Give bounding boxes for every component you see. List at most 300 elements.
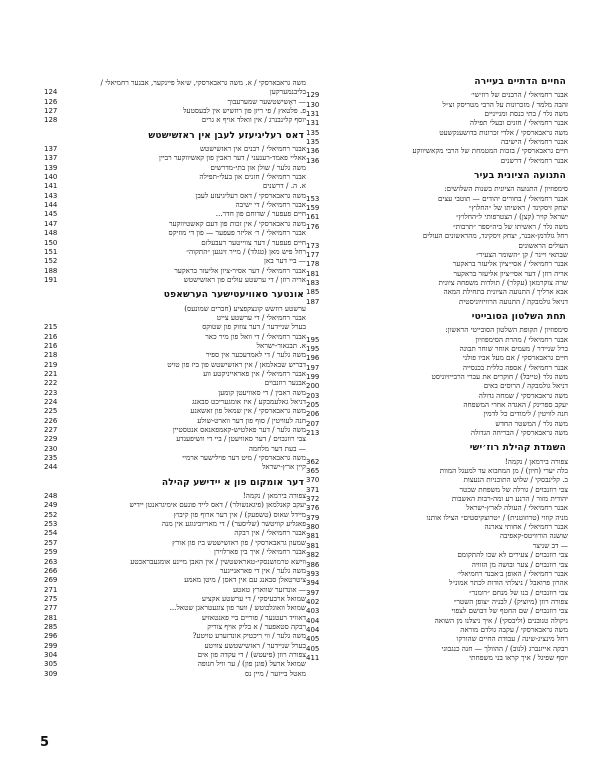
toc-entry-page: 137 [44, 154, 58, 163]
toc-entry-page: 381 [306, 532, 320, 541]
toc-entry-text: רחל מינציג-שינה / עבודת החיים שהורקו [456, 634, 568, 644]
toc-entry-text: יוסף שפיגל / איך קראו בני משפחתי [469, 652, 568, 662]
toc-entry [306, 278, 568, 287]
toc-entry-text: דניאל גולמבקה / התנועה הרוויזיוניסטית [459, 296, 568, 306]
toc-entry [306, 109, 568, 118]
toc-entry [306, 353, 568, 362]
toc-entry [44, 275, 306, 284]
toc-entry-page: 296 [44, 632, 58, 641]
toc-entry-page: 299 [44, 641, 58, 650]
toc-entry-page: 281 [44, 613, 58, 622]
toc-entry [306, 325, 568, 334]
toc-entry-text: יהודית מזור / הרנע רע ומה-רבות האשבות [451, 494, 568, 504]
toc-entry-page: 244 [44, 463, 58, 472]
toc-entry-text: אבנר רחמיאלי / אחותי צארנה [484, 522, 568, 532]
toc-entry-page: 216 [44, 332, 58, 341]
toc-entry-page: 213 [306, 429, 320, 438]
toc-entry-page: 188 [44, 266, 58, 275]
toc-entry-page: 200 [306, 382, 320, 391]
toc-entry [44, 115, 306, 124]
toc-entry [306, 531, 568, 540]
toc-entry [44, 228, 306, 237]
toc-entry-page: 405 [306, 644, 320, 653]
toc-entry-page: 380 [306, 523, 320, 532]
toc-entry [44, 444, 306, 453]
toc-entry [44, 425, 306, 434]
toc-entry-text: אבנר רחמיאלי / אספה כללית בכנסייה [462, 362, 568, 372]
toc-entry [44, 369, 306, 378]
toc-entry-text: משה גלער / אין די פאראנייגער [219, 565, 306, 575]
toc-entry [306, 634, 568, 643]
toc-entry-text: משה גלר / בתי כנסת ומנייניים [484, 109, 568, 119]
toc-entry-page: 229 [44, 435, 58, 444]
toc-entry [44, 388, 306, 397]
toc-entry-text: יצחק זיסקינד / ראשיתו של ״החלוץ״ [468, 203, 568, 213]
toc-entry [44, 603, 306, 612]
toc-entry [306, 194, 568, 203]
toc-entry-text: רבקה סטאפער / א בליק אויף צוריק [207, 621, 306, 631]
toc-entry [44, 669, 306, 678]
toc-entry-page: 371 [306, 485, 320, 494]
toc-entry-page: 199 [306, 372, 320, 381]
toc-entry-page: 128 [44, 116, 58, 125]
toc-entry-page: 275 [44, 594, 58, 603]
toc-entry [306, 100, 568, 109]
toc-entry [306, 569, 568, 578]
toc-entry [306, 560, 568, 569]
toc-entry-text: קיין ארץ-ישראל [262, 462, 306, 472]
toc-entry [306, 466, 568, 475]
toc-entry-text: — ביי דער באן [264, 256, 306, 266]
toc-entry [44, 528, 306, 537]
toc-entry [44, 144, 306, 153]
toc-entry-text: מניה קוזוי (טרוזוטנית) / ״טרוצקיסטים״ הצילו אותנו [426, 512, 568, 522]
toc-entry [44, 304, 306, 313]
toc-entry [44, 641, 306, 650]
toc-entry [306, 625, 568, 634]
toc-entry-page: 145 [44, 210, 58, 219]
toc-entry [306, 550, 568, 559]
toc-entry [306, 409, 568, 418]
toc-entry-page: 394 [306, 579, 320, 588]
toc-entry-text: זהבה מלמד / מזכרונות על הרבי מטריסק זצ״ל [442, 99, 568, 109]
toc-entry-text: אאליי פאמד-רענעני / דער ראבין פון קאשיווקער רביין [159, 153, 306, 163]
toc-entry [306, 184, 568, 193]
toc-entry-page: 137 [44, 145, 58, 154]
toc-entry-page: 379 [306, 513, 320, 522]
toc-entry-page: 257 [44, 538, 58, 547]
toc-entry-text: שושנה הורוויטס-קאפיבה [499, 531, 568, 541]
toc-entry [44, 519, 306, 528]
toc-entry-text: יעקב ספרינק / האגדה אחרי המשפחה [463, 400, 568, 409]
toc-entry-text: משה גראבארסקי / הבריחה הגדולה [470, 428, 568, 438]
toc-entry-page: 127 [44, 107, 58, 116]
toc-entry-text: בלה יערי (חיון) / מן המחבוא עד למעגל המוות [439, 466, 568, 476]
toc-entry [44, 622, 306, 631]
toc-entry-page: 150 [44, 238, 58, 247]
toc-entry-text: יוסף קלינבנרג / אין וואלד אויף א גרים [201, 115, 306, 125]
toc-entry-text: משה גראבארסקי / שמחה גדולה [478, 390, 568, 400]
toc-entry [306, 156, 568, 165]
toc-entry-text: משה גלער / ווי ריכטיק אונדזערע טויטע? [192, 631, 306, 641]
toc-entry [44, 538, 306, 547]
toc-entry-page: 222 [44, 379, 58, 388]
toc-entry-text: חנה לעוויטין / סוף פון דער ווארט-שולע [197, 415, 306, 425]
toc-entry-page: 176 [306, 222, 320, 231]
toc-entry-text: ניקולה טנובנים (וליבסקי) / איך ניצלנו מן השואה [434, 615, 568, 625]
toc-entry-page: 205 [306, 401, 320, 409]
toc-entry-page: 248 [44, 492, 58, 501]
toc-entry-page: 404 [306, 625, 320, 634]
toc-entry-text: אבנר רחמיאלי / די וואל פון מיר כאר [205, 331, 306, 341]
toc-entry-text: א. תבנאור-ישראל [256, 340, 306, 350]
toc-entry [44, 313, 306, 322]
toc-entry-text: משה גלר / ראשיתו של ביה״ספר ״תרבות״ [452, 221, 568, 231]
toc-entry-page: 372 [306, 495, 320, 504]
toc-entry [44, 181, 306, 190]
toc-entry-text: דניאל גולמבקה / הרוסים באים [483, 381, 568, 391]
toc-entry-page: 404 [306, 616, 320, 625]
toc-entry-text: אבנר רחמיאלי / מהרת הסימפוזיון [475, 334, 568, 344]
toc-entry [306, 146, 568, 155]
toc-entry [306, 212, 568, 221]
toc-entry-page: 263 [44, 557, 58, 566]
toc-entry-page: 148 [44, 229, 58, 238]
toc-entry [44, 547, 306, 556]
toc-entry-page: 249 [44, 501, 58, 510]
toc-entry [306, 335, 568, 344]
toc-entry-text: אבנר רחמיאלי / אסי״ציון אליעזר בראקער [452, 259, 568, 269]
toc-entry-text: דאוויד רעטנער / פוריים ביי פאנטאזיע [201, 612, 306, 622]
toc-entry [44, 397, 306, 406]
toc-entry-text: משה גראבארסקי / א. משה גראבארסקי, ש׳אל פיינקער, אבנער רחמיאלי / [100, 78, 306, 87]
toc-entry-text: פ. פלטאץ / פי ריזן פון רוזשיש אין לבעסטעל [183, 106, 306, 116]
toc-entry-page: 393 [306, 569, 320, 578]
toc-entry [44, 191, 306, 200]
toc-entry-page: 285 [44, 622, 58, 631]
toc-entry-text: משה גלער / שולן און בתי-מדרשים [210, 162, 306, 172]
toc-entry-text: משה גראבארסקי / עקבה גולדם מוראה [460, 624, 568, 634]
toc-entry-text: צפורה בירמאן / נקמה! [504, 456, 568, 466]
toc-entry-page: 266 [44, 566, 58, 575]
toc-entry-page: 124 [44, 88, 58, 97]
section-heading: השמדת קהילת רוז׳ישי [469, 443, 566, 454]
toc-entry-page: 403 [306, 607, 320, 616]
toc-entry [306, 494, 568, 503]
toc-entry [44, 378, 306, 387]
toc-entry-page: 305 [44, 660, 58, 669]
toc-entry-text: — דב שניצר [532, 540, 568, 550]
toc-entry-page: 203 [306, 391, 320, 400]
toc-entry-page: 269 [44, 576, 58, 585]
toc-entry [306, 297, 568, 306]
toc-entry-text: דבריש שבאלמאן / אין ראזשישטש פון ביז פון טויט [167, 359, 306, 369]
toc-entry-page: 195 [306, 335, 320, 344]
toc-entry-text: אבנר רחמיאלי / העולה לארץ-ישראל [466, 503, 568, 513]
toc-entry [306, 90, 568, 99]
toc-entry-text: משה גלער / די לאמדעכער אין ספיר [205, 350, 306, 360]
toc-entry [44, 78, 306, 87]
toc-entry-text: אבא ארליך / התנועה הציונית בתחילת המאה [443, 287, 568, 297]
toc-entry-text: צבי רוזנבוים / צעירים לא שכו להתקומם [457, 550, 568, 560]
toc-entry [44, 97, 306, 106]
toc-entry [306, 269, 568, 278]
toc-entry-text: ערשטע רוזשש קונצקפציע (חברים שמונעס) [184, 303, 306, 313]
toc-entry-text: מיידל שאוס (טשפעק) / אין דער ארוף פון קיבוץ [173, 509, 306, 519]
toc-entry-text: ב. קלינבסקי / שלוש התוכניות הנעצות [463, 475, 568, 485]
section-heading: החיים הדתיים בעיירה [474, 77, 566, 87]
toc-entry-page: 206 [306, 410, 320, 419]
toc-entry-text: אריה רוזן / די ערשטע עולים פון ראזשישטש [183, 274, 306, 284]
toc-entry-text: דניאל גאלעמבקע / איז אומגעריכט סבאנג [192, 397, 306, 406]
toc-entry [306, 381, 568, 390]
toc-entry-page: 254 [44, 529, 58, 538]
toc-entry-page: 252 [44, 510, 58, 519]
toc-entry [306, 222, 568, 231]
toc-entry-page: 159 [306, 204, 320, 213]
toc-entry [306, 137, 568, 146]
toc-entry-page: 151 [44, 247, 58, 256]
toc-entry [306, 363, 568, 372]
toc-entry-text: רבקה אייזנברג (לנוב) / ההוולך — חנה כנגבוגי [441, 643, 568, 653]
toc-entry-page: 191 [44, 275, 58, 284]
toc-entry [306, 457, 568, 466]
toc-entry [44, 631, 306, 640]
toc-entry [44, 163, 306, 172]
toc-entry-page: 226 [44, 416, 58, 425]
toc-entry-page: 181 [306, 269, 320, 278]
toc-entry-page: 224 [44, 398, 58, 406]
toc-entry-page: 143 [44, 191, 58, 200]
section-heading: התנועה הציונית בעיר [474, 171, 566, 182]
toc-entry-page: 223 [44, 388, 58, 397]
toc-entry [44, 594, 306, 603]
toc-entry [306, 653, 568, 662]
toc-entry [306, 118, 568, 127]
toc-right-column [306, 78, 568, 662]
toc-entry-page: 139 [44, 163, 58, 172]
section-heading: אונטער סאוויעטישער הערשאפט [163, 290, 304, 301]
toc-entry-text: חיים גראבארסקי / אם מעל אביו פולני [462, 353, 568, 363]
toc-entry-page: 216 [44, 341, 58, 350]
toc-entry [44, 434, 306, 443]
toc-entry-page: 178 [306, 260, 320, 269]
toc-entry-text: רחל גולדמן-אבנר, יצחק זיסקינד, מהראשונים העולים [422, 231, 568, 241]
toc-entry-text: — בעת דער מלחמה [248, 443, 306, 453]
toc-entry-text: ישראל קויר (קצן) / הצטרפותי ל״החלוץ״ [456, 212, 568, 222]
toc-entry-text: העולים הראשונים [518, 240, 568, 250]
toc-entry [306, 344, 568, 353]
toc-entry [44, 322, 306, 331]
section-heading: תחת השלטון הסובייטי [471, 311, 566, 322]
toc-entry-page: 195 [306, 344, 320, 353]
toc-entry-page: 131 [306, 119, 320, 128]
toc-entry-page: 227 [44, 426, 58, 435]
toc-entry-page: 376 [306, 504, 320, 513]
toc-entry-text: משה גראבארסקי / מיט דער פוילישער ארמיי [182, 453, 306, 463]
toc-entry-text: אבנר רחמיאלי / אין פאראייניקטע ווע [203, 368, 306, 378]
toc-entry-text: אבנר רחמיאלי / דרשנים [500, 155, 568, 165]
toc-entry [44, 247, 306, 256]
toc-entry-page: 152 [44, 257, 58, 266]
toc-entry [44, 659, 306, 668]
toc-entry-page: 309 [44, 669, 58, 678]
toc-entry-text: חיים גראבארסקי / בזכות המטמחת של הרבי מקאשיווקע [412, 146, 568, 156]
toc-entry-text: בערל שניידער / ראזשישטשע צוויטע [204, 640, 306, 650]
toc-entry-page: 259 [44, 548, 58, 557]
toc-entry-text: אבנר רחמיאלי / ר׳ אליזר פעפער — פון די מוזיקס [168, 228, 306, 238]
toc-entry [44, 406, 306, 415]
toc-entry-page: 153 [306, 194, 320, 203]
toc-entry-page: 207 [306, 419, 320, 428]
toc-entry [44, 209, 306, 218]
toc-entry [306, 428, 568, 437]
toc-entry [44, 416, 306, 425]
toc-entry-page: 173 [306, 241, 320, 250]
toc-entry [306, 485, 568, 494]
toc-entry [306, 644, 568, 653]
toc-entry [306, 522, 568, 531]
toc-entry-text: אבנר רחמיאלי / חזנים ובעלי תפילה [469, 118, 568, 128]
toc-entry-text: — אונדזער שווארץ טאטע [232, 584, 306, 594]
toc-entry-page: 365 [306, 467, 320, 476]
toc-entry [44, 453, 306, 462]
toc-entry [306, 513, 568, 522]
toc-entry-page: 136 [306, 147, 320, 156]
toc-entry-text: שמואל ארעל (פונן פון) / ער וויל חנופה [197, 659, 306, 669]
toc-entry-page: 177 [306, 250, 320, 259]
toc-entry-text: צפורה רוזן (פיעטש) / די עקדה פון אים [197, 649, 306, 659]
toc-entry [306, 419, 568, 428]
toc-entry [44, 613, 306, 622]
toc-entry [44, 557, 306, 566]
toc-entry-page: 215 [44, 323, 58, 332]
toc-entry-text: אבנר רחמיאלי / די ערשטע צייט [216, 312, 306, 322]
toc-entry-text: אבנר רחמיאלי / איך בין פארלוירן [214, 547, 306, 557]
toc-entry-page: 405 [306, 635, 320, 644]
toc-entry-page: 402 [306, 597, 320, 606]
toc-entry [44, 585, 306, 594]
toc-entry [44, 266, 306, 275]
toc-entry [306, 475, 568, 484]
toc-entry-text: אהרון פרואבל / ניצלתי הודות לכתר אמונ״ל [449, 578, 568, 588]
toc-entry-page: 304 [44, 650, 58, 659]
page-number: 5 [40, 735, 50, 750]
toc-entry [306, 128, 568, 137]
toc-entry-page: 230 [44, 444, 58, 453]
toc-entry [44, 200, 306, 209]
toc-entry-text: משה גראבארסקי / דאס רעליגיעזע לעבן [195, 190, 306, 200]
toc-entry-text: אבנר רחמיאלי / דער אסיר-ציון אליעזר בראקער [174, 265, 306, 275]
toc-entry [44, 332, 306, 341]
toc-entry-page: 221 [44, 369, 58, 378]
toc-entry [306, 203, 568, 212]
toc-entry [306, 503, 568, 512]
toc-entry-page: 147 [44, 219, 58, 228]
toc-entry-text: מאטל בייזער / מיין נס [245, 668, 306, 678]
toc-entry [44, 172, 306, 181]
toc-entry-page: 135 [306, 128, 320, 137]
toc-entry [44, 575, 306, 584]
toc-entry-text: חנה לוויטין / לימודים כל לדמין [483, 409, 568, 419]
toc-entry [44, 106, 306, 115]
toc-entry-text: אבנר רחמיאלי / חזנים און בעלי-תפילה [199, 172, 306, 182]
toc-entry-text: פאגליע קוויטשר (שליסער) / די מאריוביגוגע אין מנה [161, 519, 306, 529]
toc-entry-text: משה ראבין / די סאוויעטן קומען [218, 387, 306, 397]
toc-entry [44, 360, 306, 369]
toc-entry-page: 225 [44, 407, 58, 416]
toc-entry-page: 141 [44, 182, 58, 191]
toc-entry-page: 144 [44, 201, 58, 210]
toc-entry-text: שבתאי ויינר / קן ״השומר הצעיר״ [476, 249, 568, 259]
toc-entry [306, 241, 568, 250]
toc-entry [306, 606, 568, 615]
toc-entry-page: 126 [44, 97, 58, 106]
toc-entry-text: רחל פיש מאן (טגלד) / מייר זינגען ״התקוה״ [186, 246, 306, 256]
toc-entry-text: משה גראבארסקי / אלדי זכרונות בדושענקשעט [439, 127, 568, 137]
toc-entry-text: אבנר רחמיאלי / הישיבה [500, 137, 568, 147]
toc-entry-text: שמואל ארבעיסקי / די ערשטע אקציע [201, 593, 306, 603]
toc-entry [306, 231, 568, 240]
toc-entry-text: אבנר רחמיאלי / הרבנים של רוז׳שי׳ [471, 90, 568, 100]
toc-entry-page: 130 [306, 100, 320, 109]
toc-entry [306, 597, 568, 606]
toc-entry-text: שרה צוקרמאן (עקלר) / תולדות משפחה ציונית [438, 277, 568, 287]
toc-entry-text: א. ה. / דרשנים [262, 181, 306, 191]
toc-entry [44, 238, 306, 247]
toc-entry-page: 197 [306, 363, 320, 372]
toc-entry [44, 462, 306, 471]
toc-entry-text: אבנר רחמיאלי / די ישיבה [235, 200, 306, 210]
toc-entry [306, 588, 568, 597]
toc-entry [306, 391, 568, 400]
toc-entry-text: יעקב קאנלמאן (פיגאנשולר) / דאס לייד פונעם אימיגראנטן יידיש [129, 500, 306, 510]
toc-entry [306, 541, 568, 550]
toc-entry-text: בערל שניידער / דער צוזוק פון שטוקס [202, 322, 306, 332]
toc-entry-text: אבנער רוזנבוים [264, 378, 306, 388]
toc-entry-page: 382 [306, 551, 320, 560]
toc-entry-page: 277 [44, 604, 58, 613]
toc-entry [44, 219, 306, 228]
toc-entry-text: אריה רוזן / דער אסי״ציון אליעזר בראקער [453, 268, 568, 278]
toc-entry-text: ברל שניידר / מעמים אוחר שוחר תבונה [459, 343, 568, 353]
toc-entry-page: 161 [306, 213, 320, 222]
toc-entry-text: בליבנמערקען [269, 87, 306, 97]
toc-entry-text: צבי רוזנבוים / גורלה של משפחת שכטר [459, 484, 568, 494]
toc-entry-page: 397 [306, 588, 320, 597]
toc-entry [44, 153, 306, 162]
toc-entry [306, 616, 568, 625]
toc-entry-page: 271 [44, 585, 58, 594]
toc-entry-page: 386 [306, 560, 320, 569]
toc-entry [44, 341, 306, 350]
toc-entry-page: 253 [44, 520, 58, 529]
section-heading: דאס רעליגיעזע לעבן אין ראזשישטש [148, 130, 304, 141]
toc-entry [44, 350, 306, 359]
toc-entry-page: 129 [306, 91, 320, 100]
toc-entry-text: משה גלער / דער פאלטיש-קאמפאנאס אנטסטיין [172, 425, 306, 435]
toc-entry [306, 259, 568, 268]
toc-entry-text: צפורה בירמאן / נקמה! [242, 491, 306, 501]
toc-entry-text: חיים פעפער / שדוחם פון חדר... [215, 209, 306, 219]
toc-entry-text: חיים פעפער / דער צווייטער רעבעלזם [201, 237, 306, 247]
toc-entry-page: 218 [44, 351, 58, 360]
toc-entry-text: צבי רוזנבוים / בנו של מנחם ״רומנר״ [468, 587, 568, 597]
toc-entry [306, 287, 568, 296]
toc-entry [306, 372, 568, 381]
toc-entry [44, 87, 306, 96]
toc-entry-page: 185 [306, 288, 320, 297]
